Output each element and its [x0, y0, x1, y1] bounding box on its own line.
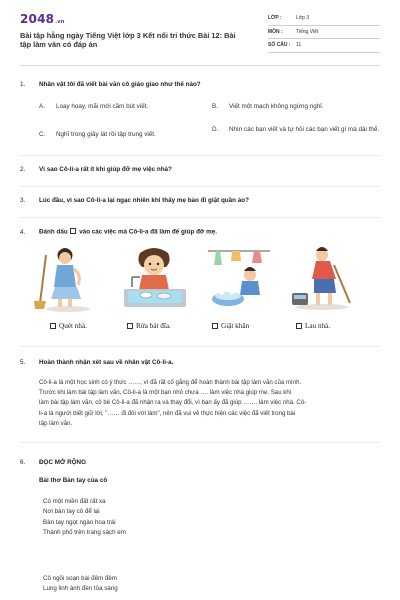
option-1b[interactable]: B. Viết một mạch không ngừng nghỉ.: [212, 103, 324, 110]
checked-box-icon: [70, 228, 76, 234]
paragraph-line: Cô-li-a là một học sinh có ý thức ……, vì đã rất cố gắng để hoàn thành bài tập làm văn của mình.: [39, 379, 302, 386]
poem-title: Bài thơ Bàn tay của cô: [39, 477, 108, 484]
dishwashing-illustration: [118, 243, 192, 313]
option-mop[interactable]: Lau nhà.: [296, 322, 330, 330]
option-1a[interactable]: A. Loay hoay, mãi mới cầm bút viết.: [39, 103, 149, 110]
option-laundry[interactable]: Giặt khăn: [212, 322, 249, 330]
question-6: 6. ĐỌC MỞ RỘNG: [20, 459, 86, 466]
question-3: 3. Lúc đầu, vì sao Cô-li-a lại ngạc nhiên khi thấy mẹ bảo đi giặt quần áo?: [20, 197, 249, 204]
checkbox-icon[interactable]: [212, 323, 218, 329]
header-divider: [20, 65, 380, 66]
poem-line: Thành phố trên trang sách em: [43, 529, 126, 537]
paragraph-line: Trước khi làm bài tập làm văn, Cô-li-a là một bạn nhỏ chưa …. làm việc nhà giúp mẹ. Sau khi: [39, 389, 292, 397]
checkbox-icon[interactable]: [296, 323, 302, 329]
meta-table: [268, 12, 380, 53]
meta-row-grade: LỚP : Lớp 3: [268, 12, 380, 26]
fill-in-paragraph: [39, 378, 379, 429]
divider: [20, 155, 380, 156]
sweeping-illustration: [28, 243, 102, 313]
poem-line: Nơi bàn tay cô để lại: [43, 508, 100, 516]
question-1: 1. Nhân vật tôi đã viết bài văn cô giáo giao như thế nào?: [20, 81, 201, 88]
paragraph-line: tập làm văn.: [39, 419, 73, 427]
paragraph-line: li-a là người biết giữ lời, "…… đi đôi với làm", nên đã vui vẻ thực hiện các việc đã viết trong bài: [39, 409, 296, 417]
site-logo[interactable]: 2048.vn: [20, 12, 65, 26]
meta-row-count: SỐ CÂU : 11: [268, 39, 380, 53]
divider: [20, 442, 380, 443]
question-2: 2. Vì sao Cô-li-a rất ít khi giúp đỡ mẹ việc nhà?: [20, 166, 172, 173]
divider: [20, 346, 380, 347]
option-sweep[interactable]: Quét nhà.: [50, 322, 87, 330]
page-title: Bài tập hằng ngày Tiếng Việt lớp 3 Kết nối tri thức Bài 12: Bài tập làm văn có đáp án: [20, 31, 236, 49]
question-5: 5. Hoàn thành nhận xét sau về nhân vật Cô-li-a.: [20, 359, 174, 366]
page-header: [20, 12, 380, 58]
poem-line: Cô ngồi soạn bài đêm đêm: [43, 575, 117, 582]
option-1d[interactable]: D. Nhìn các bạn viết và tự hỏi các bạn viết gì mà dài thế.: [212, 126, 380, 133]
divider: [20, 186, 380, 187]
question-4: 4. Đánh dấu vào các việc mà Cô-li-a đã làm để giúp đỡ mẹ.: [20, 228, 217, 236]
divider: [20, 217, 380, 218]
poem-line: Lung linh ánh đèn tỏa sáng: [43, 585, 118, 593]
poem-line: Có một miền đất rất xa: [43, 498, 106, 505]
paragraph-line: làm bài tập làm văn, cô bé Cô-li-a đã nhận ra và thay đổi, vì bạn ấy đã giúp ……. làm việc nhà. Cô-: [39, 399, 307, 407]
checkbox-icon[interactable]: [50, 323, 56, 329]
poem-stanza-2: [43, 574, 118, 595]
mopping-illustration: [284, 243, 358, 313]
laundry-illustration: [202, 243, 276, 313]
meta-row-subject: MÔN : Tiếng Việt: [268, 26, 380, 40]
checkbox-icon[interactable]: [127, 323, 133, 329]
poem-stanza-1: [43, 497, 126, 539]
poem-line: Bàn tay ngọt ngào hoa trái: [43, 518, 116, 526]
option-1c[interactable]: C. Nghĩ trong giây lát rồi tập trung viết.: [39, 131, 156, 138]
option-dishes[interactable]: Rửa bát đĩa.: [127, 322, 171, 330]
